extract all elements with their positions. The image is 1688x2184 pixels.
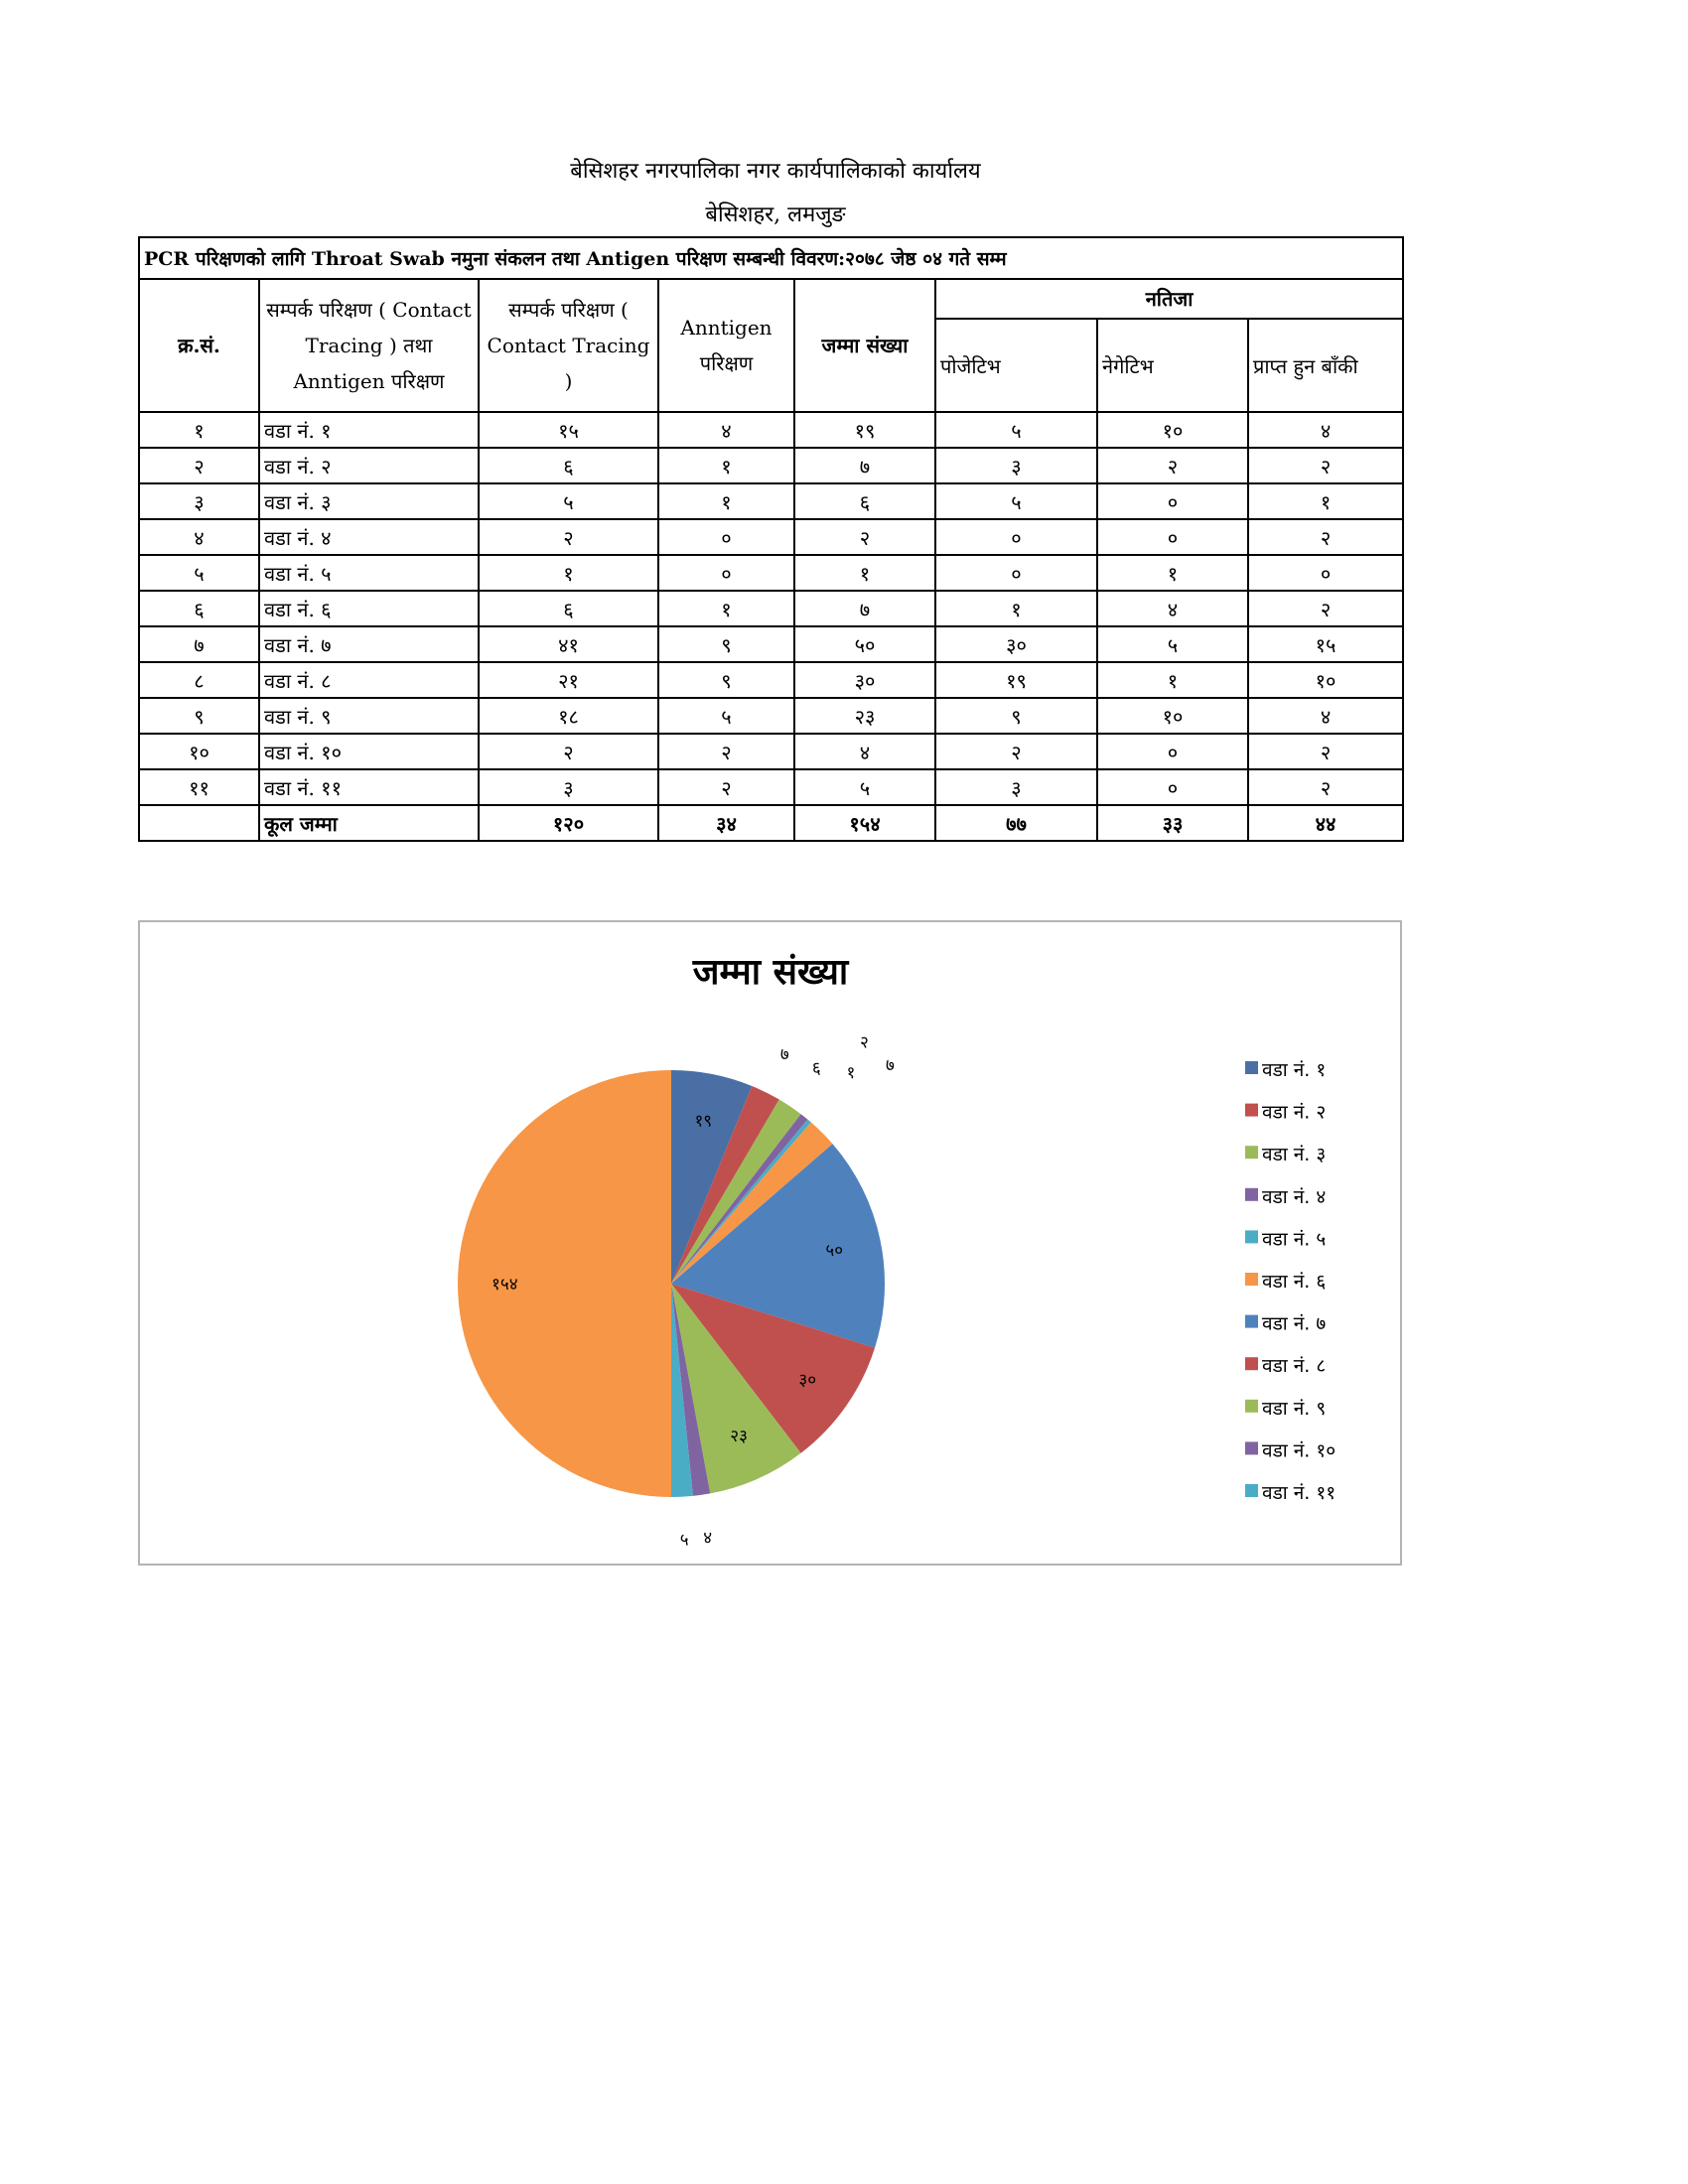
- pie-chart: [138, 920, 1402, 1566]
- cell-ward: वडा नं. १०: [259, 734, 479, 769]
- cell-positive: १९: [935, 662, 1097, 698]
- header-positive: पोजेटिभ: [935, 319, 1097, 412]
- cell-contact: ६: [479, 448, 658, 483]
- slice-label: १: [846, 1062, 856, 1083]
- cell-positive: ५: [935, 412, 1097, 448]
- cell-antigen: १: [658, 483, 794, 519]
- cell-sn: [139, 805, 259, 841]
- cell-pending: २: [1248, 448, 1403, 483]
- cell-contact: १५: [479, 412, 658, 448]
- table-row: [139, 448, 1403, 483]
- header-pending: प्राप्त हुन बाँकी: [1248, 319, 1403, 412]
- cell-negative: ३३: [1097, 805, 1248, 841]
- legend-swatch: [1245, 1484, 1258, 1497]
- legend-item: वडा नं. २: [1262, 1101, 1327, 1124]
- cell-antigen: १: [658, 448, 794, 483]
- cell-negative: १०: [1097, 412, 1248, 448]
- cell-positive: ३: [935, 769, 1097, 805]
- slice-label: ५: [679, 1530, 689, 1551]
- cell-antigen: ०: [658, 555, 794, 591]
- table-row: [139, 734, 1403, 769]
- cell-pending: ४: [1248, 698, 1403, 734]
- legend-swatch: [1245, 1441, 1258, 1454]
- pie-slice-12: [458, 1070, 671, 1497]
- cell-sn: ११: [139, 769, 259, 805]
- legend-swatch: [1245, 1357, 1258, 1370]
- cell-contact: ६: [479, 591, 658, 626]
- cell-total: ४: [794, 734, 935, 769]
- report-table: [138, 236, 1404, 842]
- cell-negative: १: [1097, 662, 1248, 698]
- cell-contact: ४१: [479, 626, 658, 662]
- cell-contact: २१: [479, 662, 658, 698]
- cell-total: ७: [794, 591, 935, 626]
- table-row: [139, 769, 1403, 805]
- cell-negative: ०: [1097, 519, 1248, 555]
- cell-negative: ५: [1097, 626, 1248, 662]
- cell-total: ५०: [794, 626, 935, 662]
- header-sn: क्र.सं.: [139, 279, 259, 412]
- slice-label: २: [859, 1032, 869, 1053]
- cell-pending: १०: [1248, 662, 1403, 698]
- header-contact: सम्पर्क परिक्षण ( Contact Tracing ): [479, 279, 658, 412]
- cell-antigen: २: [658, 769, 794, 805]
- cell-pending: २: [1248, 734, 1403, 769]
- slice-label: ३०: [798, 1370, 817, 1391]
- cell-total: ६: [794, 483, 935, 519]
- slice-label: ६: [811, 1058, 821, 1079]
- legend-item: वडा नं. ७: [1262, 1312, 1327, 1335]
- cell-positive: २: [935, 734, 1097, 769]
- slice-label: ५०: [825, 1241, 844, 1262]
- cell-total: २: [794, 519, 935, 555]
- cell-total: २३: [794, 698, 935, 734]
- legend-swatch: [1245, 1273, 1258, 1286]
- cell-positive: ५: [935, 483, 1097, 519]
- cell-negative: ०: [1097, 769, 1248, 805]
- cell-sn: २: [139, 448, 259, 483]
- header-total: जम्मा संख्या: [794, 279, 935, 412]
- cell-pending: ४: [1248, 412, 1403, 448]
- slice-label: १५४: [492, 1275, 518, 1295]
- header-contact-antigen: सम्पर्क परिक्षण ( Contact Tracing ) तथा Anntigen परिक्षण: [259, 279, 479, 412]
- cell-negative: २: [1097, 448, 1248, 483]
- cell-antigen: ९: [658, 662, 794, 698]
- legend-item: वडा नं. ४: [1262, 1185, 1327, 1208]
- cell-contact: ३: [479, 769, 658, 805]
- table-row: [139, 662, 1403, 698]
- table-row: [139, 412, 1403, 448]
- cell-positive: ०: [935, 555, 1097, 591]
- cell-antigen: ४: [658, 412, 794, 448]
- header-antigen: Anntigen परिक्षण: [658, 279, 794, 412]
- cell-ward: वडा नं. ९: [259, 698, 479, 734]
- cell-contact: ५: [479, 483, 658, 519]
- cell-antigen: २: [658, 734, 794, 769]
- table-total-row: [139, 805, 1403, 841]
- slice-label: ७: [886, 1055, 895, 1076]
- header-negative: नेगेटिभ: [1097, 319, 1248, 412]
- cell-total: ३०: [794, 662, 935, 698]
- legend-swatch: [1245, 1188, 1258, 1201]
- cell-total: ७: [794, 448, 935, 483]
- cell-total: ५: [794, 769, 935, 805]
- cell-contact: १८: [479, 698, 658, 734]
- slice-label: ७: [779, 1044, 789, 1065]
- slice-label: १९: [694, 1111, 713, 1132]
- cell-negative: ०: [1097, 734, 1248, 769]
- cell-negative: ०: [1097, 483, 1248, 519]
- legend-item: वडा नं. ६: [1262, 1271, 1327, 1293]
- office-location: बेसिशहर, लमजुङ: [705, 203, 846, 227]
- cell-pending: ०: [1248, 555, 1403, 591]
- legend-item: वडा नं. ३: [1262, 1144, 1327, 1166]
- chart-title: जम्मा संख्या: [692, 952, 849, 993]
- legend-swatch: [1245, 1061, 1258, 1074]
- legend-item: वडा नं. १: [1262, 1059, 1327, 1081]
- table-row: [139, 555, 1403, 591]
- slice-label: ४: [703, 1528, 713, 1549]
- table-row: [139, 698, 1403, 734]
- legend-item: वडा नं. ५: [1262, 1228, 1327, 1251]
- cell-total: १९: [794, 412, 935, 448]
- cell-ward: वडा नं. ६: [259, 591, 479, 626]
- cell-negative: १: [1097, 555, 1248, 591]
- cell-sn: ५: [139, 555, 259, 591]
- cell-positive: ९: [935, 698, 1097, 734]
- cell-antigen: ३४: [658, 805, 794, 841]
- cell-pending: १: [1248, 483, 1403, 519]
- cell-sn: ६: [139, 591, 259, 626]
- cell-sn: ९: [139, 698, 259, 734]
- cell-negative: ४: [1097, 591, 1248, 626]
- cell-ward: वडा नं. ११: [259, 769, 479, 805]
- cell-ward: वडा नं. १: [259, 412, 479, 448]
- cell-positive: ७७: [935, 805, 1097, 841]
- cell-contact: २: [479, 519, 658, 555]
- cell-sn: ३: [139, 483, 259, 519]
- cell-pending: ४४: [1248, 805, 1403, 841]
- cell-antigen: ९: [658, 626, 794, 662]
- cell-antigen: ०: [658, 519, 794, 555]
- cell-contact: २: [479, 734, 658, 769]
- cell-antigen: १: [658, 591, 794, 626]
- cell-ward: वडा नं. ७: [259, 626, 479, 662]
- cell-ward: वडा नं. ५: [259, 555, 479, 591]
- cell-contact: १२०: [479, 805, 658, 841]
- legend-item: वडा नं. ९: [1262, 1397, 1327, 1420]
- cell-sn: ४: [139, 519, 259, 555]
- pie-slices: [458, 1070, 885, 1497]
- cell-negative: १०: [1097, 698, 1248, 734]
- legend-item: वडा नं. ११: [1262, 1482, 1336, 1504]
- table-caption: PCR परिक्षणको लागि Throat Swab नमुना संकलन तथा Antigen परिक्षण सम्बन्धी विवरण:२०७८ जेष्ठ ०४ गते सम्म: [139, 237, 1403, 279]
- cell-ward: वडा नं. ४: [259, 519, 479, 555]
- legend-swatch: [1245, 1400, 1258, 1413]
- table-row: [139, 591, 1403, 626]
- cell-ward: वडा नं. ३: [259, 483, 479, 519]
- chart-legend: [1245, 1059, 1336, 1504]
- cell-total: १: [794, 555, 935, 591]
- cell-ward: कूल जम्मा: [259, 805, 479, 841]
- office-title: बेसिशहर नगरपालिका नगर कार्यपालिकाको कार्यालय: [570, 159, 981, 184]
- legend-swatch: [1245, 1146, 1258, 1159]
- cell-sn: १: [139, 412, 259, 448]
- legend-swatch: [1245, 1104, 1258, 1117]
- legend-item: वडा नं. १०: [1262, 1439, 1336, 1462]
- table-row: [139, 519, 1403, 555]
- legend-swatch: [1245, 1230, 1258, 1243]
- cell-positive: १: [935, 591, 1097, 626]
- cell-positive: ३: [935, 448, 1097, 483]
- cell-ward: वडा नं. ८: [259, 662, 479, 698]
- legend-swatch: [1245, 1315, 1258, 1328]
- cell-sn: ७: [139, 626, 259, 662]
- slice-label: २३: [730, 1427, 748, 1447]
- table-row: [139, 626, 1403, 662]
- table-row: [139, 483, 1403, 519]
- legend-item: वडा नं. ८: [1262, 1355, 1327, 1378]
- cell-pending: २: [1248, 591, 1403, 626]
- header-result: नतिजा: [935, 279, 1403, 319]
- cell-sn: ८: [139, 662, 259, 698]
- cell-total: १५४: [794, 805, 935, 841]
- cell-pending: २: [1248, 519, 1403, 555]
- cell-sn: १०: [139, 734, 259, 769]
- cell-pending: १५: [1248, 626, 1403, 662]
- cell-positive: ३०: [935, 626, 1097, 662]
- cell-antigen: ५: [658, 698, 794, 734]
- cell-ward: वडा नं. २: [259, 448, 479, 483]
- cell-contact: १: [479, 555, 658, 591]
- cell-pending: २: [1248, 769, 1403, 805]
- cell-positive: ०: [935, 519, 1097, 555]
